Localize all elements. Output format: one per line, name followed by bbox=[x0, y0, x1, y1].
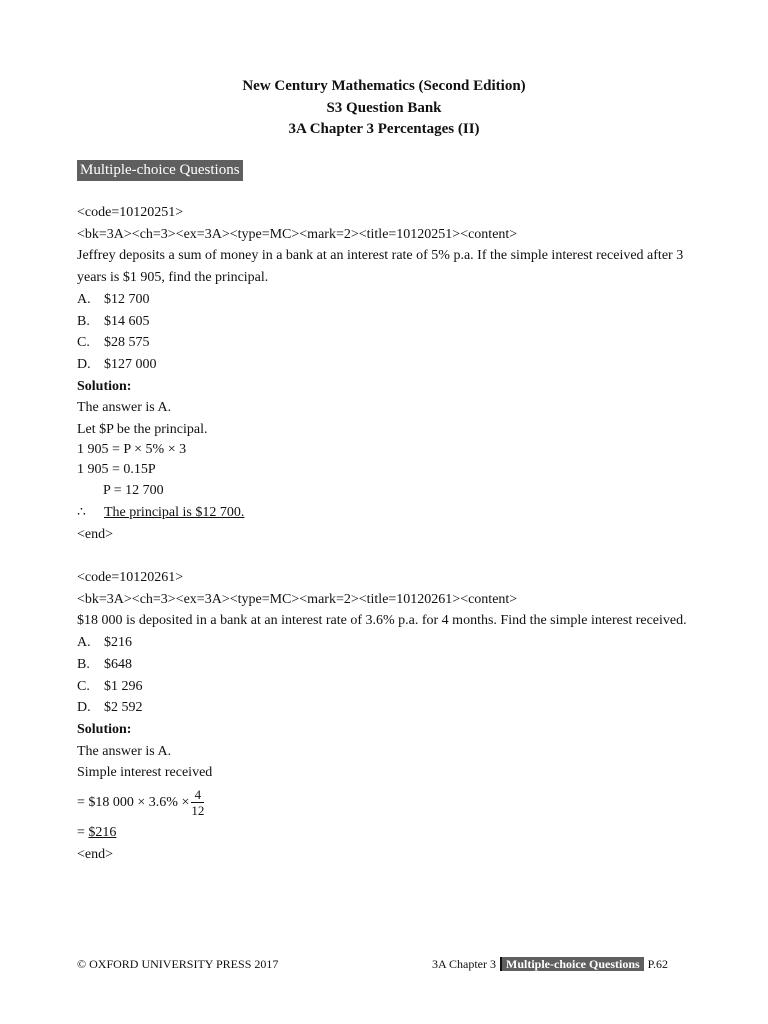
solution-label: Solution: bbox=[77, 378, 132, 394]
option-a: A. $12 700 bbox=[77, 291, 150, 307]
question-1 bbox=[77, 202, 697, 546]
step: Simple interest received bbox=[77, 765, 213, 781]
question-code: <code=10120261> bbox=[77, 570, 184, 585]
step: 1 905 = P × 5% × 3 bbox=[77, 441, 187, 457]
book-title: New Century Mathematics (Second Edition) bbox=[242, 78, 526, 94]
question-2 bbox=[77, 567, 697, 865]
answer: The answer is A. bbox=[77, 400, 172, 416]
step: Let $P be the principal. bbox=[77, 422, 208, 438]
option-c: C. $28 575 bbox=[77, 335, 150, 351]
question-meta: <bk=3A><ch=3><ex=3A><type=MC><mark=2><title=10120261><content> bbox=[77, 591, 518, 607]
footer-info bbox=[432, 957, 668, 972]
page-number: P.62 bbox=[647, 957, 669, 971]
step: P = 12 700 bbox=[103, 483, 164, 499]
bank-title: S3 Question Bank bbox=[326, 99, 442, 116]
option-a: A. $216 bbox=[77, 635, 132, 651]
step-fraction: = $18 000 × 3.6% × $\frac{4}{12}$ bbox=[77, 787, 205, 819]
document-header bbox=[0, 76, 768, 141]
footer-chapter: 3A Chapter 3 bbox=[432, 957, 496, 971]
step-result: = $216 bbox=[77, 825, 117, 841]
solution-label: Solution: bbox=[77, 721, 132, 737]
question-text: Jeffrey deposits a sum of money in a bank at an interest rate of 5% p.a. If the simple interest received after 3 years is $1 905, find the principal. bbox=[77, 248, 684, 286]
option-d: D. $127 000 bbox=[77, 356, 157, 372]
option-b: B. $648 bbox=[77, 656, 132, 672]
question-meta: <bk=3A><ch=3><ex=3A><type=MC><mark=2><title=10120251><content> bbox=[77, 226, 518, 242]
section-label: Multiple-choice Questions bbox=[77, 160, 243, 181]
answer: The answer is A. bbox=[77, 743, 172, 759]
step: 1 905 = 0.15P bbox=[77, 461, 156, 477]
footer-copyright: © OXFORD UNIVERSITY PRESS 2017 bbox=[77, 957, 279, 971]
conclusion: ∴ The principal is $12 700. bbox=[77, 505, 245, 521]
option-b: B. $14 605 bbox=[77, 313, 150, 329]
end-tag: <end> bbox=[77, 846, 114, 862]
chapter-title: 3A Chapter 3 Percentages (II) bbox=[288, 121, 480, 137]
end-tag: <end> bbox=[77, 526, 114, 542]
question-code: <code=10120251> bbox=[77, 205, 184, 220]
footer-section: Multiple-choice Questions bbox=[500, 957, 644, 971]
option-c: C. $1 296 bbox=[77, 678, 143, 694]
question-text: $18 000 is deposited in a bank at an interest rate of 3.6% p.a. for 4 months. Find the simple interest received. bbox=[77, 613, 687, 629]
option-d: D. $2 592 bbox=[77, 700, 143, 716]
